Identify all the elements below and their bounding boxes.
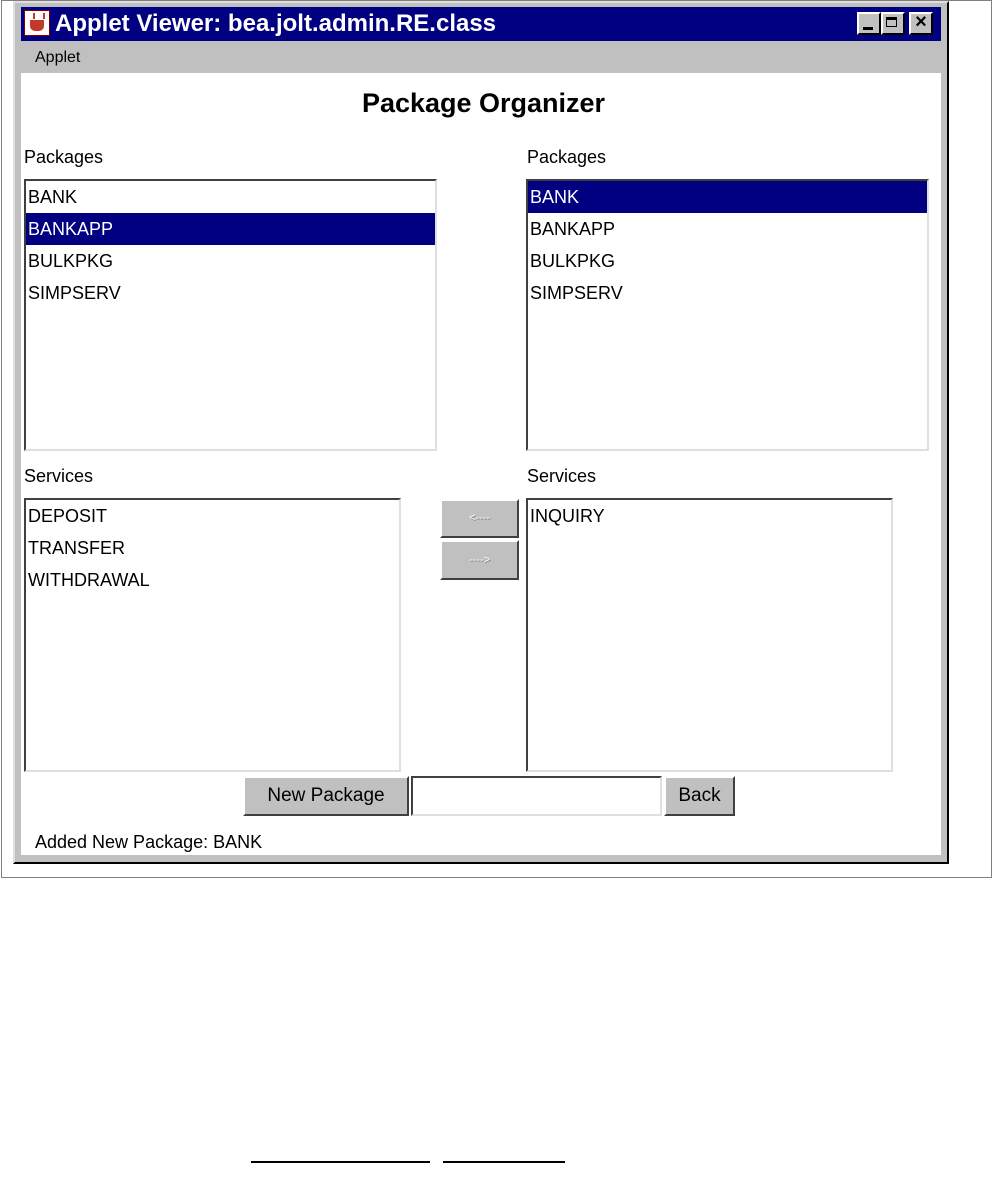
list-item[interactable]: SIMPSERV — [530, 283, 623, 303]
left-services-label: Services — [24, 466, 94, 486]
left-services-list[interactable] — [24, 498, 401, 772]
applet-content — [21, 73, 941, 855]
maximize-icon[interactable] — [881, 12, 905, 35]
list-item-selected[interactable]: BANK — [528, 181, 927, 213]
java-cup-icon[interactable] — [24, 10, 50, 36]
new-package-input[interactable] — [411, 776, 662, 816]
minimize-icon[interactable] — [857, 12, 881, 35]
list-item[interactable]: SIMPSERV — [28, 283, 121, 303]
list-item[interactable]: DEPOSIT — [28, 506, 108, 526]
back-button[interactable]: Back — [664, 776, 735, 816]
window-title: Applet Viewer: bea.jolt.admin.RE.class — [55, 10, 497, 37]
right-packages-label: Packages — [527, 147, 607, 167]
list-item[interactable]: BANK — [28, 187, 78, 207]
left-packages-label: Packages — [24, 147, 104, 167]
right-services-label: Services — [527, 466, 597, 486]
new-package-button[interactable]: New Package — [243, 776, 409, 816]
title-bar[interactable] — [21, 7, 941, 41]
list-item[interactable]: BANKAPP — [530, 219, 616, 239]
list-item[interactable]: BULKPKG — [530, 251, 616, 271]
list-item[interactable]: TRANSFER — [28, 538, 126, 558]
menu-bar — [21, 43, 941, 73]
right-services-list[interactable] — [526, 498, 893, 772]
footer-rule-right — [443, 1161, 565, 1163]
footer-rule-left — [251, 1161, 430, 1163]
screenshot-frame — [1, 0, 992, 878]
move-right-button[interactable]: ----> — [440, 540, 519, 580]
list-item[interactable]: WITHDRAWAL — [28, 570, 150, 590]
move-left-button[interactable]: <---- — [440, 499, 519, 538]
page-title: Package Organizer — [361, 88, 606, 118]
list-item-selected[interactable]: BANKAPP — [26, 213, 435, 245]
right-packages-list[interactable] — [526, 179, 929, 451]
list-item[interactable]: BULKPKG — [28, 251, 114, 271]
left-packages-list[interactable] — [24, 179, 437, 451]
close-icon[interactable]: × — [909, 12, 933, 35]
status-text: Added New Package: BANK — [35, 832, 263, 852]
list-item[interactable]: INQUIRY — [530, 506, 605, 526]
applet-viewer-window — [13, 1, 949, 864]
menu-applet[interactable]: Applet — [35, 49, 81, 66]
